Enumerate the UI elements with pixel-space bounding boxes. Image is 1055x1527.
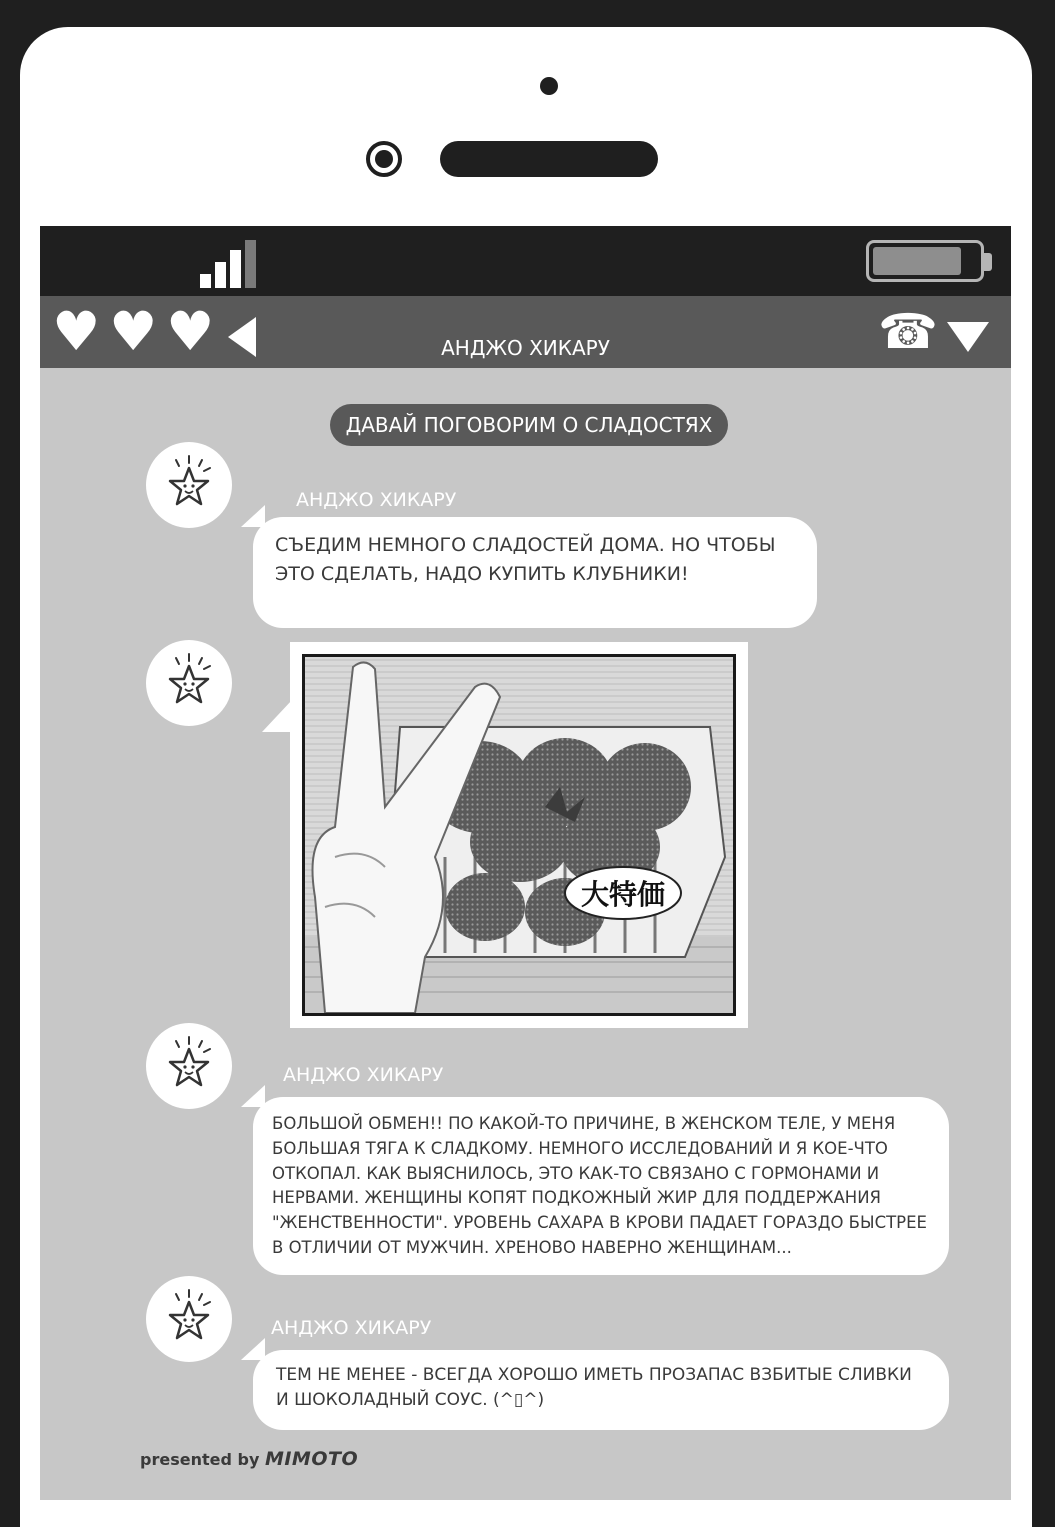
message-text: БОЛЬШОЙ ОБМЕН!! ПО КАКОЙ-ТО ПРИЧИНЕ, В ЖЕНСКОМ ТЕЛЕ, У МЕНЯ БОЛЬШАЯ ТЯГА К СЛАДКОМУ. НЕМНОГО ИССЛЕДОВАНИЙ И Я КОЕ-ЧТО ОТКОПАЛ. КАК ВЫЯСНИЛОСЬ, ЭТО КАК-ТО СВЯЗАНО С ГОРМОНАМИ И НЕРВАМИ. ЖЕНЩИНЫ КОПЯТ ПОДКОЖНЫЙ ЖИР ДЛЯ ПОДДЕРЖАНИЯ "ЖЕНСТВЕННОСТИ". УРОВЕНЬ САХАРА В КРОВИ ПАДАЕТ ГОРАЗДО БЫСТРЕЕ В ОТЛИЧИИ ОТ МУЖЧИН. ХРЕНОВО НАВЕРНО ЖЕНЩИНАМ... [272, 1114, 927, 1257]
star-face-icon [146, 442, 232, 528]
signal-bar [200, 274, 211, 288]
bubble-tail [241, 505, 265, 527]
credits-brand: MIMOTO [264, 1448, 359, 1470]
chat-screen [40, 226, 1011, 1500]
message-text: СЪЕДИМ НЕМНОГО СЛАДОСТЕЙ ДОМА. НО ЧТОБЫ ЭТО СДЕЛАТЬ, НАДО КУПИТЬ КЛУБНИКИ! [275, 534, 776, 585]
photo-bubble-tail [262, 700, 292, 732]
avatar[interactable] [146, 442, 232, 528]
message-bubble[interactable] [253, 1097, 949, 1275]
avatar[interactable] [146, 1023, 232, 1109]
battery-icon [866, 240, 984, 282]
signal-icon [200, 240, 260, 288]
strawberry-photo [302, 654, 736, 1016]
star-face-icon [146, 1276, 232, 1362]
front-camera-icon [366, 141, 402, 177]
strawberries-illustration [305, 657, 733, 1013]
heart-icon[interactable]: ♥ [52, 300, 101, 363]
avatar[interactable] [146, 640, 232, 726]
message-text: ТЕМ НЕ МЕНЕЕ - ВСЕГДА ХОРОШО ИМЕТЬ ПРОЗАПАС ВЗБИТЫЕ СЛИВКИ И ШОКОЛАДНЫЙ СОУС. (^▯^) [276, 1365, 912, 1410]
avatar[interactable] [146, 1276, 232, 1362]
sender-name: АНДЖО ХИКАРУ [271, 1317, 432, 1339]
topic-pill: ДАВАЙ ПОГОВОРИМ О СЛАДОСТЯХ [330, 404, 728, 446]
price-label: 大特価 [580, 878, 666, 911]
credits [140, 1448, 358, 1470]
credits-prefix: presented by [140, 1450, 260, 1469]
sender-name: АНДЖО ХИКАРУ [296, 489, 457, 511]
heart-icon[interactable]: ♥ [166, 300, 215, 363]
down-triangle-icon[interactable] [947, 322, 989, 352]
bubble-tail [241, 1085, 265, 1107]
telephone-icon[interactable]: ☎ [878, 304, 938, 360]
battery-tip [984, 253, 992, 271]
signal-bar [230, 250, 241, 288]
heart-icon[interactable]: ♥ [109, 300, 158, 363]
status-bar [40, 226, 1011, 296]
contact-name: АНДЖО ХИКАРУ [441, 336, 610, 360]
proximity-sensor [540, 77, 558, 95]
message-bubble[interactable] [253, 517, 817, 628]
star-face-icon [146, 1023, 232, 1109]
signal-bar [245, 240, 256, 288]
photo-message[interactable] [290, 642, 748, 1028]
signal-bar [215, 262, 226, 288]
battery-level [873, 247, 961, 275]
earpiece-speaker [440, 141, 658, 177]
sender-name: АНДЖО ХИКАРУ [283, 1064, 444, 1086]
chat-header [40, 296, 1011, 368]
star-face-icon [146, 640, 232, 726]
message-bubble[interactable] [253, 1350, 949, 1430]
bubble-tail [241, 1338, 265, 1360]
